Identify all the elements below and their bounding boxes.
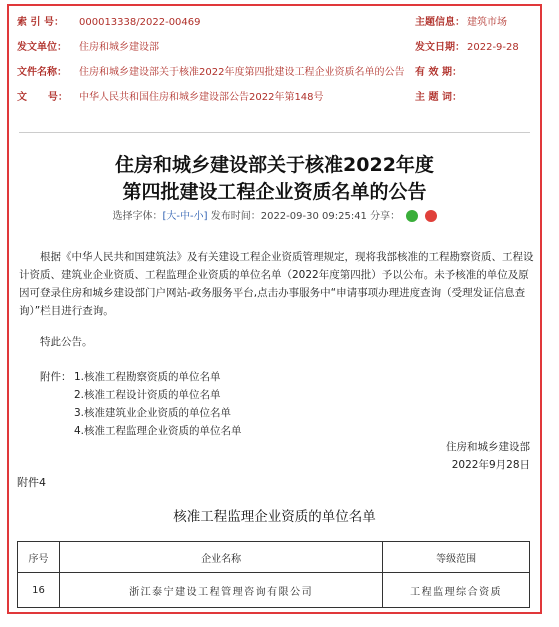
attachment-item: 3.核准建筑业企业资质的单位名单 (74, 407, 232, 419)
filename-value: 住房和城乡建设部关于核准2022年度第四批建设工程企业资质名单的公告 (79, 67, 405, 78)
date-label: 发文日期： (415, 42, 465, 53)
subject-value[interactable]: 建筑市场 (467, 17, 507, 28)
subject-label: 主题信息： (415, 17, 465, 28)
page-title (9, 152, 540, 206)
weibo-share-icon[interactable] (425, 210, 437, 222)
validity-label: 有 效 期： (415, 67, 462, 78)
keywords-label: 主 题 词： (415, 92, 462, 103)
docno-label: 文 号： (17, 92, 68, 103)
attachment-row (40, 368, 542, 386)
header-serial: 序号 (18, 542, 60, 573)
signature-date: 2022年9月28日 (451, 459, 530, 471)
issuer-value: 住房和城乡建设部 (79, 42, 159, 53)
closing-text: 特此公告。 (40, 336, 93, 348)
page-frame (7, 4, 542, 614)
cell-scope: 工程监理综合资质 (383, 573, 530, 608)
annex-label: 附件4 (17, 476, 46, 489)
index-label: 索 引 号： (17, 17, 64, 28)
index-value: 000013338/2022-00469 (79, 17, 201, 28)
attachment-item: 4.核准工程监理企业资质的单位名单 (74, 425, 242, 437)
cell-serial: 16 (18, 573, 60, 608)
signature-org: 住房和城乡建设部 (446, 441, 530, 453)
meta-row-filename (17, 60, 532, 85)
attachment-list (40, 368, 542, 440)
cell-company: 浙江泰宁建设工程管理咨询有限公司 (59, 573, 382, 608)
date-value: 2022-9-28 (467, 42, 519, 53)
title-line-2: 第四批建设工程企业资质名单的公告 (122, 181, 427, 203)
attachment-item: 1.核准工程勘察资质的单位名单 (74, 371, 221, 383)
attachment-prefix: 附件： (40, 371, 72, 383)
meta-row-docno (17, 85, 532, 110)
signature-block (446, 438, 530, 474)
issuer-label: 发文单位： (17, 42, 67, 53)
meta-divider (19, 132, 530, 133)
title-line-1: 住房和城乡建设部关于核准2022年度 (115, 154, 434, 176)
publish-time: 发布时间：2022-09-30 09:25:41 (210, 211, 367, 222)
font-size-switch[interactable]: [大-中-小] (162, 211, 208, 222)
document-meta (17, 10, 532, 110)
qualification-table (17, 541, 530, 608)
publish-info (9, 209, 540, 225)
filename-label: 文件名称： (17, 67, 67, 78)
meta-row-issuer (17, 35, 532, 60)
attachment-row (40, 404, 542, 422)
announcement-paragraph: 根据《中华人民共和国建筑法》及有关建设工程企业资质管理规定，现将我部核准的工程勘察资质、工程设计资质、建筑业企业资质、工程监理企业资质的单位名单（2022年度第四批）予以公布。未予核准的单位及原因可登录住房和城乡建设部门户网站-政务服务平台,点击办事服务中“申请事项办理进度查询（受理发证信息查询）”栏目进行查询。 (19, 251, 534, 317)
meta-row-index (17, 10, 532, 35)
table-row (18, 573, 530, 608)
header-company: 企业名称 (59, 542, 382, 573)
annex-title: 核准工程监理企业资质的单位名单 (173, 509, 376, 525)
docno-value: 中华人民共和国住房和城乡建设部公告2022年第148号 (79, 92, 324, 103)
wechat-share-icon[interactable] (406, 210, 418, 222)
table-header-row (18, 542, 530, 573)
share-label: 分享： (370, 211, 401, 222)
font-size-prefix: 选择字体： (112, 211, 163, 222)
attachment-row (40, 386, 542, 404)
attachment-item: 2.核准工程设计资质的单位名单 (74, 389, 221, 401)
header-scope: 等级范围 (383, 542, 530, 573)
